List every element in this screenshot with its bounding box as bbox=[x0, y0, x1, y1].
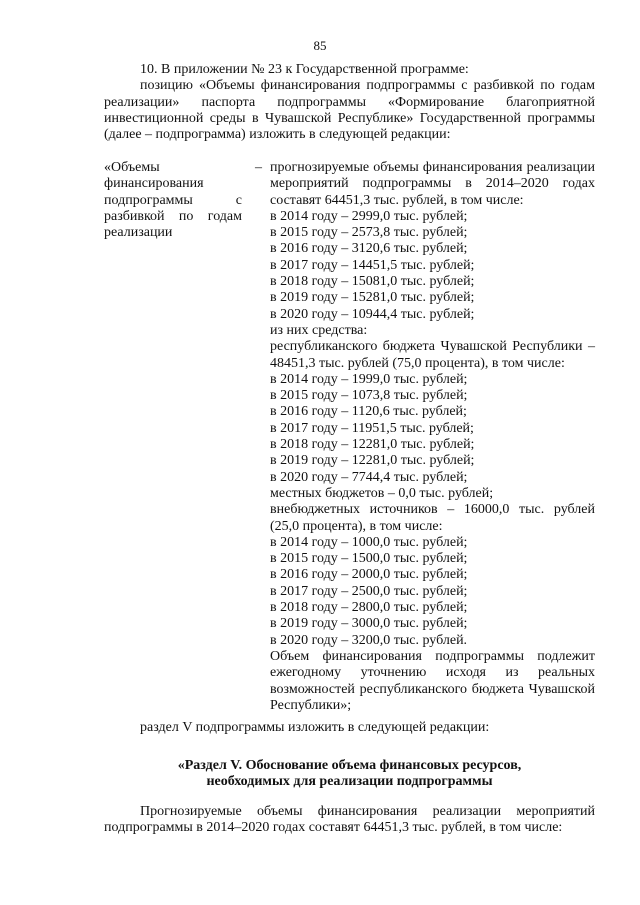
total-year-line: в 2014 году – 2999,0 тыс. рублей; bbox=[270, 208, 468, 224]
total-year-line: в 2020 году – 10944,4 тыс. рублей; bbox=[270, 306, 475, 322]
extra-year-line: в 2016 году – 2000,0 тыс. рублей; bbox=[270, 567, 468, 583]
page-number: 85 bbox=[313, 38, 327, 53]
republic-year-line: в 2020 году – 7744,4 тыс. рублей; bbox=[270, 469, 468, 485]
extra-year-line: в 2018 году – 2800,0 тыс. рублей; bbox=[270, 600, 468, 616]
heading-line-1: «Раздел V. Обоснование объема финансовых ресурсов, bbox=[177, 758, 522, 773]
republic-budget-line: республиканского бюджета Чувашской Республики – 48451,3 тыс. рублей (75,0 процента), в том числе: bbox=[270, 339, 595, 371]
extra-year-line: в 2015 году – 1500,0 тыс. рублей; bbox=[270, 551, 468, 567]
extra-budget-line: внебюджетных источников – 16000,0 тыс. рублей (25,0 процента), в том числе: bbox=[270, 502, 595, 534]
table-left-cell: «Объемы финансирования подпрограммы с разбивкой по годам реализации bbox=[104, 160, 242, 241]
total-year-line: в 2016 году – 3120,6 тыс. рублей; bbox=[270, 241, 468, 257]
total-year-line: в 2018 году – 15081,0 тыс. рублей; bbox=[270, 274, 475, 290]
of-which-line: из них средства: bbox=[270, 322, 368, 338]
intro-block bbox=[104, 62, 595, 143]
section-instruction: раздел V подпрограммы изложить в следующей редакции: bbox=[140, 720, 490, 735]
local-budget-line: местных бюджетов – 0,0 тыс. рублей; bbox=[270, 485, 494, 501]
final-paragraph: Прогнозируемые объемы финансирования реализации мероприятий подпрограммы в 2014–2020 годах составят 64451,3 тыс. рублей, в том числе: bbox=[104, 804, 595, 836]
financing-intro: прогнозируемые объемы финансирования реализации мероприятий подпрограммы в 2014–2020 годах составят 64451,3 тыс. рублей, в том числе: bbox=[270, 160, 595, 208]
table-dash: – bbox=[255, 160, 262, 175]
republic-year-line: в 2014 году – 1999,0 тыс. рублей; bbox=[270, 371, 468, 387]
total-year-line: в 2017 году – 14451,5 тыс. рублей; bbox=[270, 257, 475, 273]
republic-year-line: в 2015 году – 1073,8 тыс. рублей; bbox=[270, 388, 468, 404]
total-year-line: в 2019 году – 15281,0 тыс. рублей; bbox=[270, 290, 475, 306]
section-heading bbox=[104, 758, 595, 791]
extra-year-line: в 2014 году – 1000,0 тыс. рублей; bbox=[270, 534, 468, 550]
table-right-cell bbox=[270, 160, 595, 714]
republic-year-line: в 2018 году – 12281,0 тыс. рублей; bbox=[270, 437, 475, 453]
extra-year-line: в 2020 году – 3200,0 тыс. рублей. bbox=[270, 632, 468, 648]
total-year-line: в 2015 году – 2573,8 тыс. рублей; bbox=[270, 225, 468, 241]
republic-year-line: в 2016 году – 1120,6 тыс. рублей; bbox=[270, 404, 467, 420]
heading-line-2: необходимых для реализации подпрограммы bbox=[206, 774, 493, 790]
republic-year-line: в 2017 году – 11951,5 тыс. рублей; bbox=[270, 420, 474, 436]
extra-year-line: в 2019 году – 3000,0 тыс. рублей; bbox=[270, 616, 468, 632]
financing-note: Объем финансирования подпрограммы подлежит ежегодному уточнению исходя из реальных возможностей республиканского бюджета Чувашской Республики»; bbox=[270, 648, 595, 713]
intro-item: 10. В приложении № 23 к Государственной программе: bbox=[140, 62, 469, 77]
intro-paragraph: позицию «Объемы финансирования подпрограммы с разбивкой по годам реализации» паспорта подпрограммы «Формирование благоприятной инвестиционной среды в Чувашской Республике» Государственной программы (далее – подпрограмма) изложить в следующей редакции: bbox=[104, 78, 595, 143]
extra-year-line: в 2017 году – 2500,0 тыс. рублей; bbox=[270, 583, 468, 599]
republic-year-line: в 2019 году – 12281,0 тыс. рублей; bbox=[270, 453, 475, 469]
